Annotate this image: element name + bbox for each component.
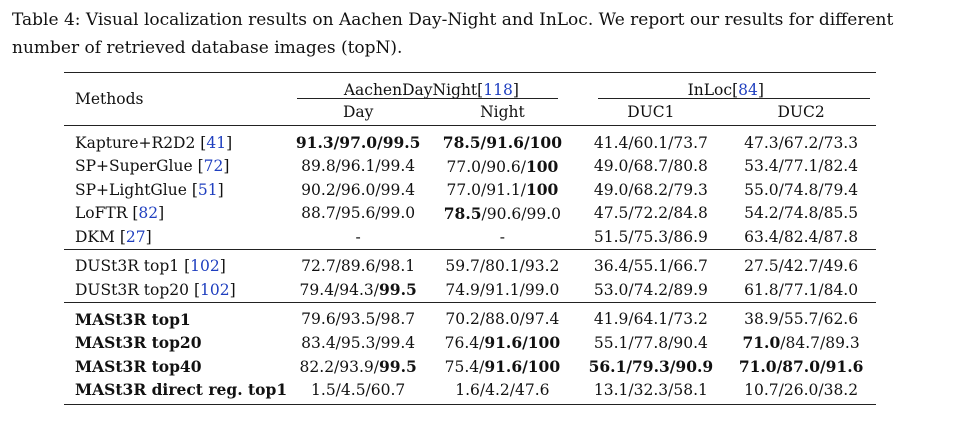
citation-link[interactable]: 51 <box>197 180 218 199</box>
best-value: 100 <box>525 180 559 200</box>
value-cell-duc2 <box>726 278 876 302</box>
subheader-duc1: DUC1 <box>627 103 675 121</box>
method-cell <box>64 331 287 355</box>
method-name: DKM <box>75 227 115 246</box>
method-cell <box>64 355 287 379</box>
value: 51.5/75.3/86.9 <box>593 227 708 246</box>
group-name: AachenDayNight <box>343 81 478 99</box>
value-cell-duc2 <box>726 155 876 179</box>
value: 76.4/ <box>444 334 485 353</box>
value-cell-night <box>429 378 575 404</box>
value: 70.2/88.0/97.4 <box>445 310 560 329</box>
value: 72.7/89.6/98.1 <box>301 257 416 276</box>
value: 88.7/95.6/99.0 <box>301 204 416 223</box>
methods-header: Methods <box>75 90 144 108</box>
value-cell-duc1 <box>576 278 727 302</box>
method-name: SP+SuperGlue <box>75 157 193 176</box>
value: 82.2/93.9/ <box>299 357 380 376</box>
method-name: MASt3R top1 <box>75 309 191 329</box>
value-cell-night <box>429 202 575 226</box>
method-cell: DUSt3R top1 [102] <box>64 249 287 278</box>
value-cell-duc1 <box>576 126 727 155</box>
best-value: 78.5/91.6/100 <box>442 133 562 153</box>
value: 38.9/55.7/62.6 <box>744 310 859 329</box>
citation-link[interactable]: 82 <box>138 204 159 223</box>
best-value: 71.0/87.0/91.6 <box>738 356 864 376</box>
value-cell-duc2 <box>726 126 876 155</box>
value-cell-duc2 <box>726 331 876 355</box>
table-row <box>64 378 876 404</box>
table-row <box>64 225 876 249</box>
value-cell-night <box>429 225 575 249</box>
value-cell-night <box>429 278 575 302</box>
citation-link[interactable]: 41 <box>206 133 227 152</box>
best-value: 91.6/100 <box>484 333 561 353</box>
value-cell-duc1 <box>576 355 727 379</box>
group-name: InLoc <box>687 81 733 99</box>
best-value: 56.1/79.3/90.9 <box>588 356 714 376</box>
value-cell-night <box>429 155 575 179</box>
group-header-inloc: InLoc[84] <box>576 73 876 100</box>
best-value: 71.0 <box>742 333 781 353</box>
method-cell: LoFTR [82] <box>75 204 165 223</box>
citation-link[interactable]: 72 <box>203 157 224 176</box>
value: 55.0/74.8/79.4 <box>744 180 859 199</box>
table-row <box>64 355 876 379</box>
value-cell-night <box>429 126 575 155</box>
value-cell-day <box>287 302 429 331</box>
value-cell-duc2 <box>726 225 876 249</box>
table-row <box>64 249 876 278</box>
value: - <box>355 227 361 246</box>
method-name: MASt3R direct reg. top1 <box>75 380 288 400</box>
value-cell-duc1 <box>576 225 727 249</box>
value: 77.0/91.1/ <box>446 181 526 200</box>
table-row <box>64 278 876 302</box>
method-name: MASt3R top20 <box>75 333 202 353</box>
value: 47.3/67.2/73.3 <box>744 133 859 152</box>
value: 74.9/91.1/99.0 <box>445 280 560 299</box>
value: 55.1/77.8/90.4 <box>593 333 708 352</box>
value: 59.7/80.1/93.2 <box>445 257 560 276</box>
value-cell-day <box>287 126 429 155</box>
value-cell-duc1 <box>576 178 727 202</box>
method-cell: SP+LightGlue [51] <box>75 180 224 199</box>
value: 49.0/68.2/79.3 <box>593 180 708 199</box>
header-row-groups <box>64 73 876 100</box>
value: 89.8/96.1/99.4 <box>301 157 416 176</box>
value: 53.0/74.2/89.9 <box>593 280 708 299</box>
value: 79.4/94.3/ <box>299 281 380 300</box>
value-cell-duc1 <box>576 249 727 278</box>
value: 79.6/93.5/98.7 <box>301 310 416 329</box>
citation-link[interactable]: 102 <box>200 280 230 299</box>
value-cell-day <box>287 378 429 404</box>
table-row <box>64 331 876 355</box>
value-cell-night <box>429 355 575 379</box>
value: 47.5/72.2/84.8 <box>593 204 708 223</box>
value-cell-night <box>429 302 575 331</box>
group-header-aachen: AachenDayNight[118] <box>287 73 575 100</box>
citation-link[interactable]: 118 <box>483 81 513 99</box>
table-row <box>64 202 876 226</box>
value-cell-night <box>429 331 575 355</box>
subheader-day: Day <box>342 103 374 121</box>
results-table-container <box>64 72 876 405</box>
value: 75.4/ <box>444 357 485 376</box>
best-value: 78.5 <box>443 203 482 223</box>
value-cell-day <box>287 225 429 249</box>
table-body <box>64 126 876 405</box>
table-row <box>64 178 876 202</box>
value-cell-duc1 <box>576 202 727 226</box>
value-cell-duc1 <box>576 331 727 355</box>
method-name: DUSt3R top1 <box>75 257 180 276</box>
value-cell-day <box>287 278 429 302</box>
value-cell-duc1 <box>576 378 727 404</box>
value-cell-duc1 <box>576 155 727 179</box>
value: 36.4/55.1/66.7 <box>593 257 708 276</box>
table-row <box>64 155 876 179</box>
caption-text: Visual localization results on Aachen Day-Night and InLoc. We report our results for different number of retrieved database images (topN). <box>12 10 894 58</box>
method-name: DUSt3R top20 <box>75 280 190 299</box>
best-value: 91.3/97.0/99.5 <box>295 133 421 153</box>
method-cell: DUSt3R top20 [102] <box>75 280 236 299</box>
best-value: 99.5 <box>379 280 417 300</box>
method-cell: SP+SuperGlue [72] <box>75 157 230 176</box>
value-cell-day <box>287 249 429 278</box>
value: 41.4/60.1/73.7 <box>593 133 708 152</box>
value-cell-day <box>287 178 429 202</box>
value-cell-duc2 <box>726 355 876 379</box>
value: 90.2/96.0/99.4 <box>301 180 416 199</box>
best-value: 100 <box>525 156 559 176</box>
value: 77.0/90.6/ <box>446 157 526 176</box>
citation-link[interactable]: 84 <box>738 81 758 99</box>
value: 53.4/77.1/82.4 <box>744 157 859 176</box>
value-cell-day <box>287 331 429 355</box>
value-cell-duc2 <box>726 202 876 226</box>
value: - <box>499 227 506 246</box>
method-name: SP+LightGlue <box>75 180 187 199</box>
method-cell: DKM [27] <box>75 227 152 246</box>
value: 61.8/77.1/84.0 <box>744 280 859 299</box>
value: 49.0/68.7/80.8 <box>593 157 708 176</box>
caption-label: Table 4: <box>12 10 81 30</box>
value-cell-duc2 <box>726 378 876 404</box>
value: /90.6/99.0 <box>481 204 561 223</box>
citation-link[interactable]: 27 <box>125 227 146 246</box>
method-cell <box>64 378 287 404</box>
value-cell-duc1 <box>576 302 727 331</box>
value-cell-duc2 <box>726 249 876 278</box>
value: 1.6/4.2/47.6 <box>455 380 550 399</box>
best-value: 91.6/100 <box>484 356 561 376</box>
table-row <box>64 302 876 331</box>
value-cell-night <box>429 178 575 202</box>
value-cell-duc2 <box>726 302 876 331</box>
method-name: LoFTR <box>75 204 128 223</box>
value: 41.9/64.1/73.2 <box>593 310 708 329</box>
table-header <box>64 73 876 126</box>
value: 10.7/26.0/38.2 <box>744 380 859 399</box>
method-cell: Kapture+R2D2 [41] <box>64 126 287 155</box>
value: 83.4/95.3/99.4 <box>301 333 416 352</box>
value: 54.2/74.8/85.5 <box>744 204 859 223</box>
method-name: MASt3R top40 <box>75 356 202 376</box>
subheader-duc2: DUC2 <box>777 103 825 121</box>
value: 13.1/32.3/58.1 <box>593 380 708 399</box>
value-cell-day <box>287 355 429 379</box>
table-row <box>64 126 876 155</box>
value: 27.5/42.7/49.6 <box>744 257 859 276</box>
value-cell-day <box>287 155 429 179</box>
value: 1.5/4.5/60.7 <box>311 380 406 399</box>
value: /84.7/89.3 <box>780 334 860 353</box>
citation-link[interactable]: 102 <box>190 257 220 276</box>
subheader-night: Night <box>480 103 525 121</box>
value: 63.4/82.4/87.8 <box>744 227 859 246</box>
table-caption <box>12 6 942 62</box>
results-table <box>64 72 876 405</box>
method-name: Kapture+R2D2 <box>75 133 196 152</box>
value-cell-night <box>429 249 575 278</box>
value-cell-duc2 <box>726 178 876 202</box>
value-cell-day <box>287 202 429 226</box>
method-cell <box>64 302 287 331</box>
best-value: 99.5 <box>379 356 417 376</box>
